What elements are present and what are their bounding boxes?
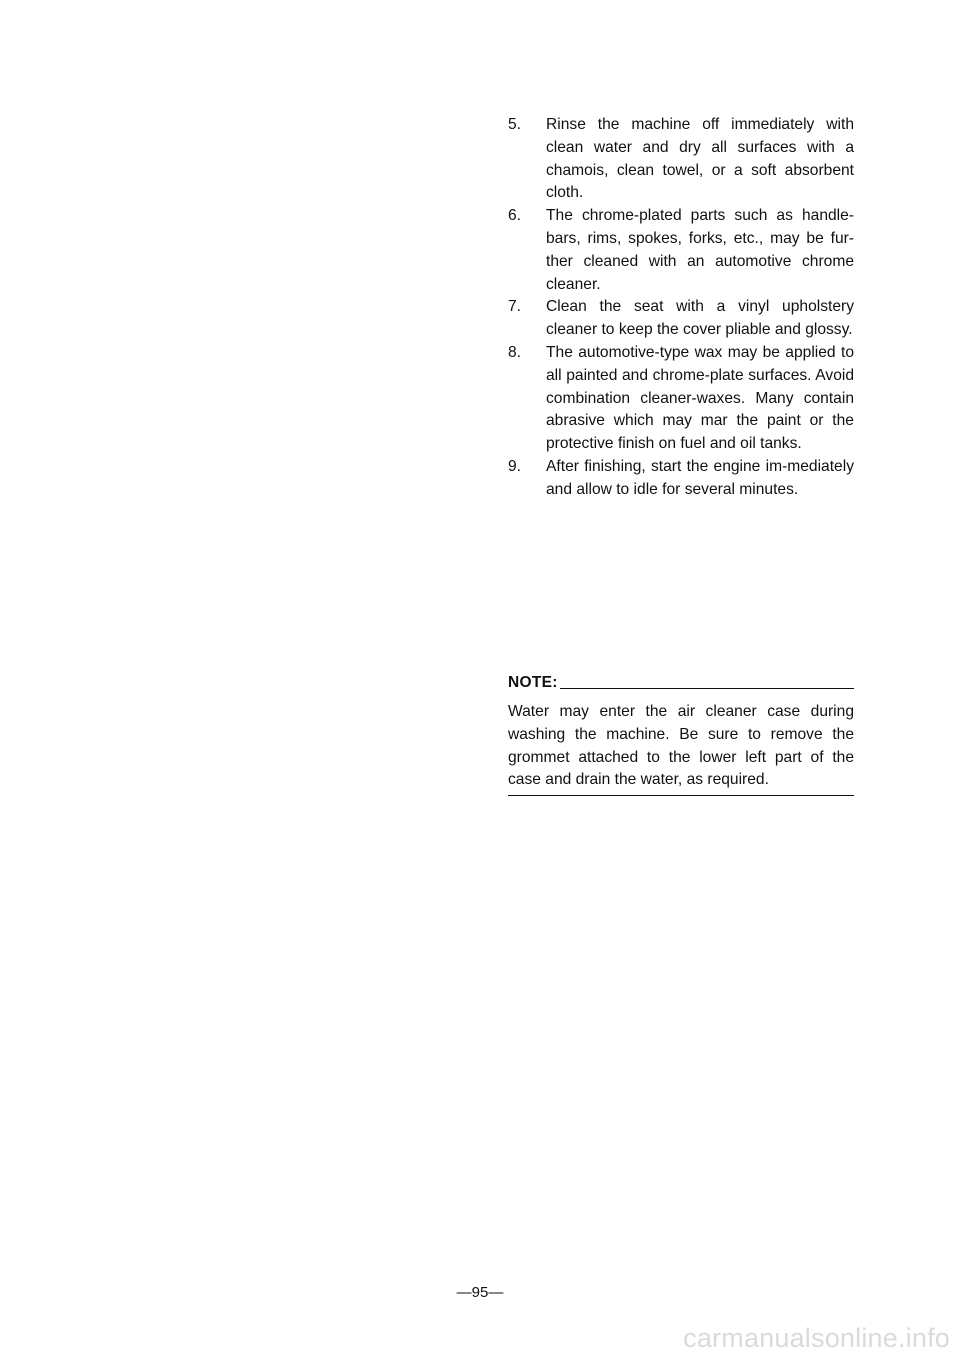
- note-header-rule: [560, 688, 854, 689]
- watermark: carmanualsonline.info: [683, 1323, 950, 1353]
- step-text: After finishing, start the engine im-mediately and allow to idle for several minutes.: [546, 457, 854, 498]
- note-label: NOTE:: [508, 674, 558, 691]
- page-number: —95—: [456, 1284, 504, 1301]
- step-text: Clean the seat with a vinyl upholstery cleaner to keep the cover pliable and glossy.: [546, 298, 854, 339]
- step-text: The chrome-plated parts such as handle-bars, rims, spokes, forks, etc., may be fur-ther cleaned with an automotive chrome cleaner.: [546, 207, 854, 293]
- step-5: [508, 114, 854, 205]
- step-text: Rinse the machine off immediately with clean water and dry all surfaces with a chamois, clean towel, or a soft absorbent cloth.: [546, 116, 854, 202]
- step-number: 7.: [508, 298, 522, 316]
- step-8: [508, 342, 854, 456]
- step-number: 6.: [508, 207, 522, 225]
- step-7: [508, 296, 854, 342]
- note-end-rule: [508, 795, 854, 796]
- note-box: [508, 671, 854, 792]
- note-text: Water may enter the air cleaner case during washing the machine. Be sure to remove the grommet attached to the lower left part of the case and drain the water, as required.: [508, 703, 854, 789]
- step-number: 8.: [508, 343, 522, 361]
- cleaning-steps-list: [508, 114, 854, 502]
- note-header: [508, 671, 854, 693]
- step-text: The automotive-type wax may be applied to all painted and chrome-plate surfaces. Avoid combination cleaner-waxes. Many contain abrasive which may mar the paint or the protective finish on fuel and oil tanks.: [546, 343, 854, 453]
- step-6: [508, 205, 854, 296]
- step-9: [508, 456, 854, 502]
- step-number: 9.: [508, 457, 522, 475]
- step-number: 5.: [508, 116, 522, 133]
- procedure-column: [508, 114, 854, 502]
